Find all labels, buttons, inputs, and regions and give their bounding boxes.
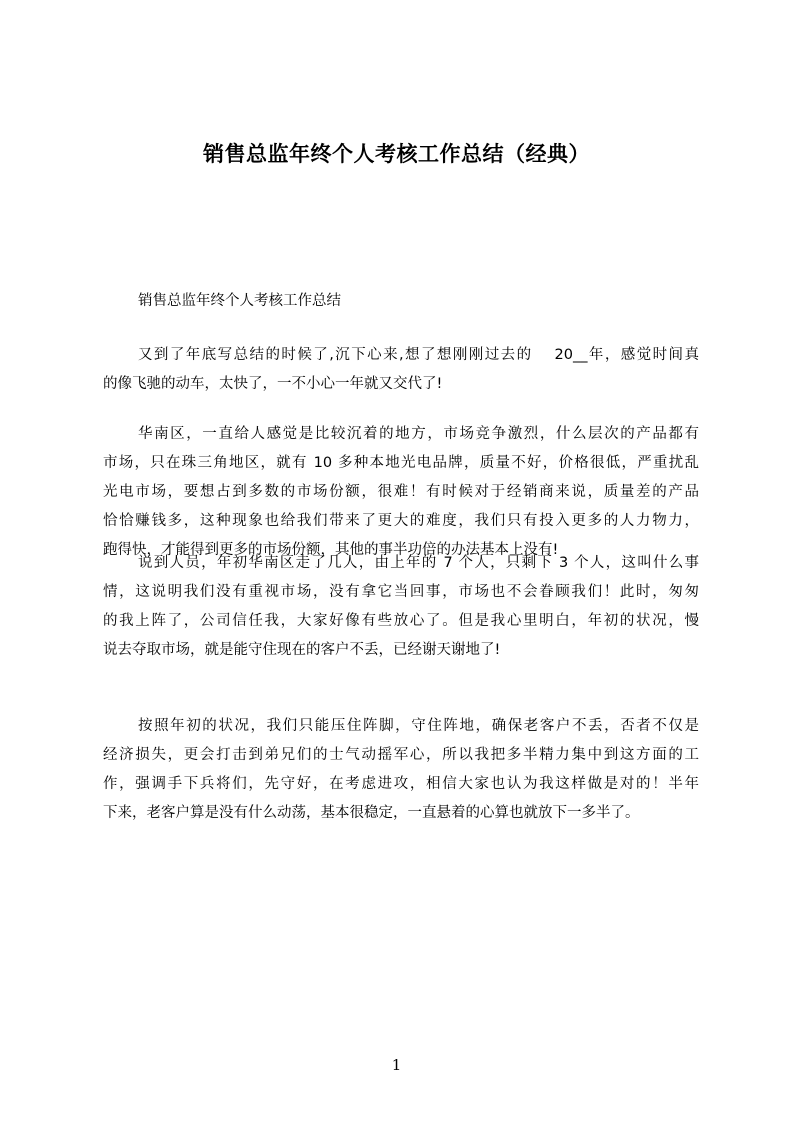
paragraph-line: 的我上阵了，公司信任我，大家好像有些放心了。但是我心里明白，年初的状况，慢	[103, 613, 699, 629]
paragraph-line: 市场，只在珠三角地区，就有 10 多种本地光电品牌，质量不好，价格很低，严重扰乱	[103, 455, 699, 471]
paragraph-2	[103, 420, 699, 565]
document-title: 销售总监年终个人考核工作总结（经典）	[203, 142, 590, 166]
paragraph-line: 情，这说明我们没有重视市场，没有拿它当回事，市场也不会眷顾我们！此时，匆匆	[103, 584, 699, 600]
paragraph-line: 说到人员，年初华南区走了几人，由上年的 7 个人，只剩下 3 个人，这叫什么事	[138, 555, 699, 571]
paragraph-3	[103, 549, 699, 665]
paragraph-line: 跑得快，才能得到更多的市场份额，其他的事半功倍的办法基本上没有!	[103, 542, 559, 558]
paragraph-line: 说去夺取市场，就是能守住现在的客户不丢，已经谢天谢地了!	[103, 642, 501, 658]
paragraph-line: 按照年初的状况，我们只能压住阵脚，守住阵地，确保老客户不丢，否者不仅是	[138, 718, 699, 734]
paragraph-line: 的像飞驰的动车，太快了，一不小心一年就又交代了!	[103, 376, 443, 392]
paragraph-line: 经济损失，更会打击到弟兄们的士气动摇军心，所以我把多半精力集中到这方面的工	[103, 747, 699, 763]
page-number: 1	[391, 1056, 402, 1074]
paragraph-line: 作，强调手下兵将们，先守好，在考虑进攻，相信大家也认为我这样做是对的！半年	[103, 776, 699, 792]
document-subtitle: 销售总监年终个人考核工作总结	[138, 293, 341, 309]
paragraph-line: 又到了年底写总结的时候了,沉下心来,想了想刚刚过去的 20__年，感觉时间真	[138, 347, 699, 363]
paragraph-line: 光电市场，要想占到多数的市场份额，很难！有时候对于经销商来说，质量差的产品	[103, 484, 699, 500]
paragraph-line: 下来，老客户算是没有什么动荡，基本很稳定，一直悬着的心算也就放下一多半了。	[103, 805, 640, 821]
paragraph-line: 恰恰赚钱多，这种现象也给我们带来了更大的难度，我们只有投入更多的人力物力，	[103, 513, 699, 529]
paragraph-line: 华南区，一直给人感觉是比较沉着的地方，市场竞争激烈，什么层次的产品都有	[138, 426, 699, 442]
paragraph-4	[103, 712, 699, 828]
paragraph-1	[103, 341, 699, 399]
